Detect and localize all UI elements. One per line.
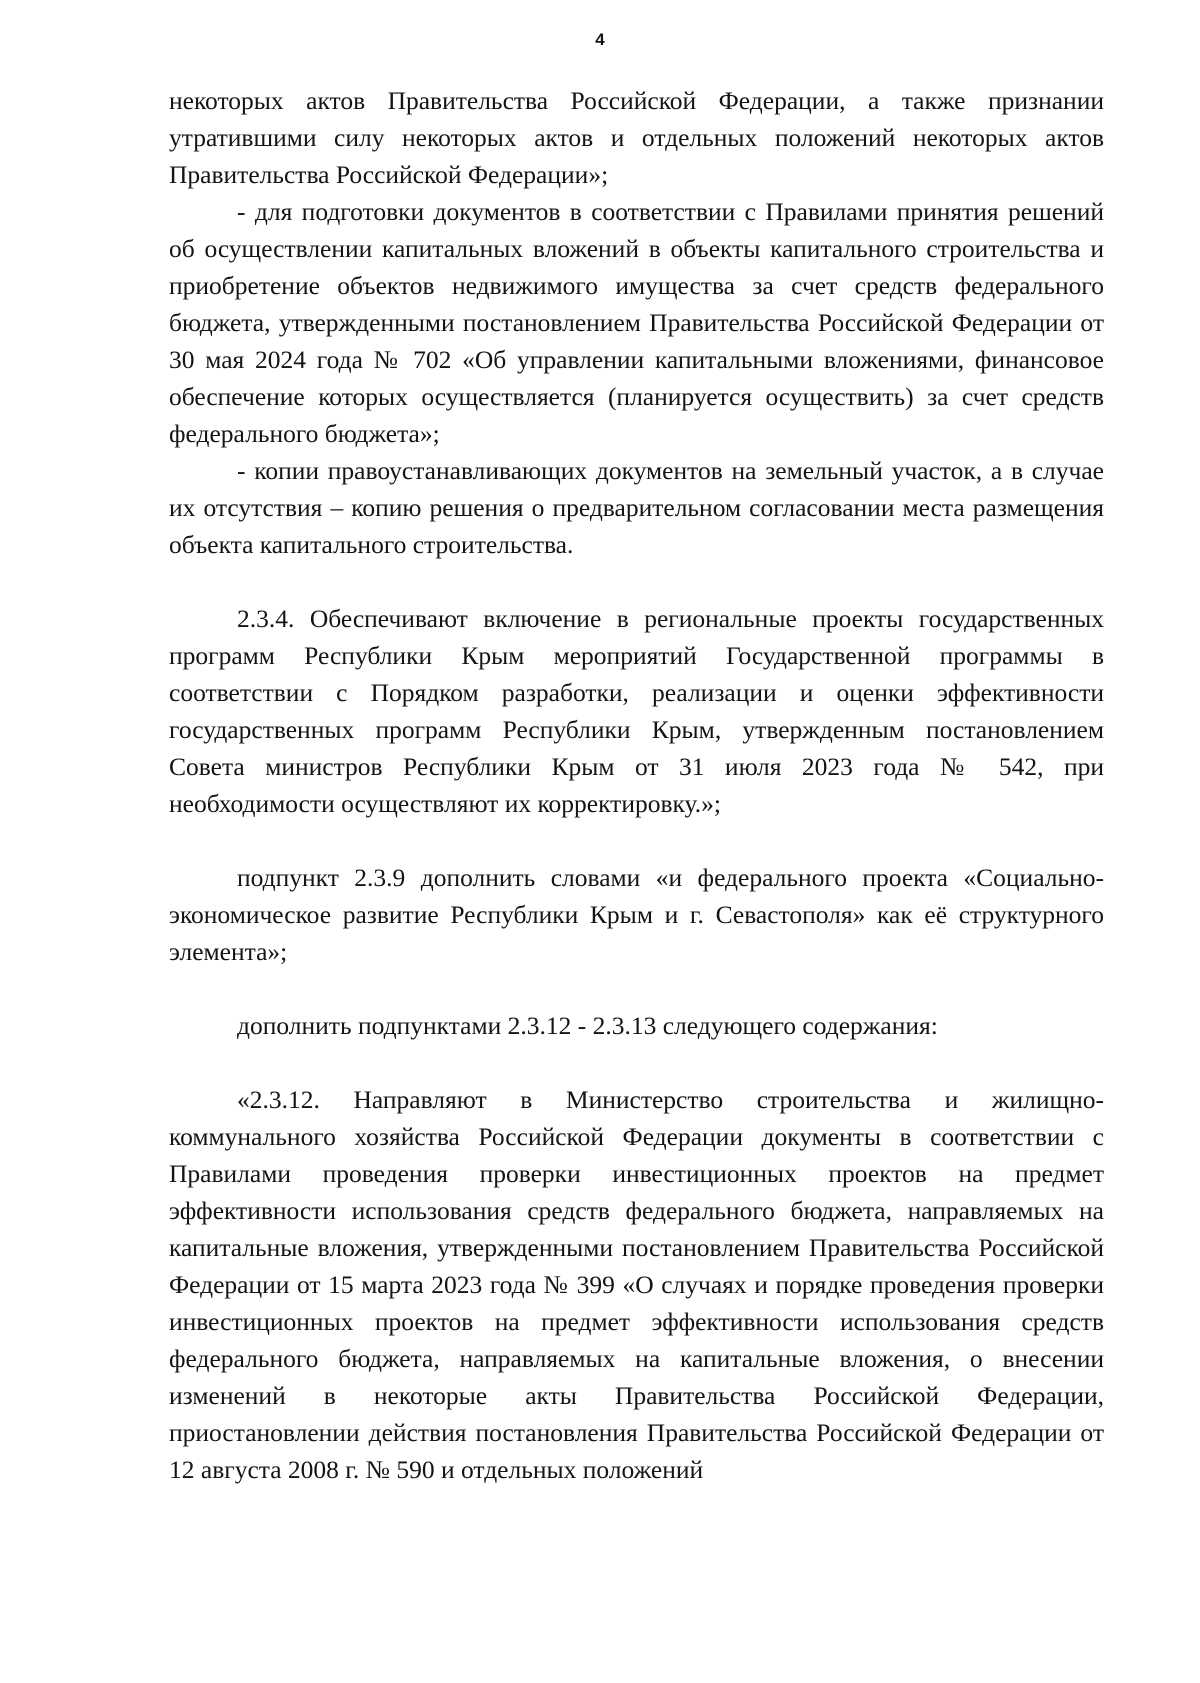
paragraph-continuation: некоторых актов Правительства Российской Федерации, а также признании утратившими силу некоторых актов и отдельных положений некоторых актов Правительства Российской Федерации»;: [169, 86, 1104, 189]
document-body: [169, 82, 1104, 1488]
paragraph-subitem-2-3-9: подпункт 2.3.9 дополнить словами «и федерального проекта «Социально-экономическое развитие Республики Крым и г. Севастополя» как её структурного элемента»;: [169, 863, 1104, 966]
paragraph-2-3-4: 2.3.4. Обеспечивают включение в региональные проекты государственных программ Республики Крым мероприятий Государственной программы в соответствии с Порядком разработки, реализации и оценки эффективности государственных программ Республики Крым, утвержденным постановлением Совета министров Республики Крым от 31 июля 2023 года № 542, при необходимости осуществляют их корректировку.»;: [169, 604, 1104, 818]
paragraph-add-subitems: дополнить подпунктами 2.3.12 - 2.3.13 следующего содержания:: [237, 1011, 938, 1040]
page-number: 4: [595, 30, 605, 49]
paragraph-preparation-documents: - для подготовки документов в соответствии с Правилами принятия решений об осуществлении капитальных вложений в объекты капитального строительства и приобретение объектов недвижимого имущества за счет средств федерального бюджета, утвержденными постановлением Правительства Российской Федерации от 30 мая 2024 года № 702 «Об управлении капитальными вложениями, финансовое обеспечение которых осуществляется (планируется осуществить) за счет средств федерального бюджета»;: [169, 197, 1104, 448]
paragraph-2-3-12: «2.3.12. Направляют в Министерство строительства и жилищно-коммунального хозяйства Российской Федерации документы в соответствии с Правилами проведения проверки инвестиционных проектов на предмет эффективности использования средств федерального бюджета, направляемых на капитальные вложения, утвержденными постановлением Правительства Российской Федерации от 15 марта 2023 года № 399 «О случаях и порядке проведения проверки инвестиционных проектов на предмет эффективности использования средств федерального бюджета, направляемых на капитальные вложения, о внесении изменений в некоторые акты Правительства Российской Федерации, приостановлении действия постановления Правительства Российской Федерации от 12 августа 2008 г. № 590 и отдельных положений: [169, 1085, 1104, 1484]
paragraph-land-documents: - копии правоустанавливающих документов на земельный участок, а в случае их отсутствия – копию решения о предварительном согласовании места размещения объекта капитального строительства.: [169, 456, 1104, 559]
